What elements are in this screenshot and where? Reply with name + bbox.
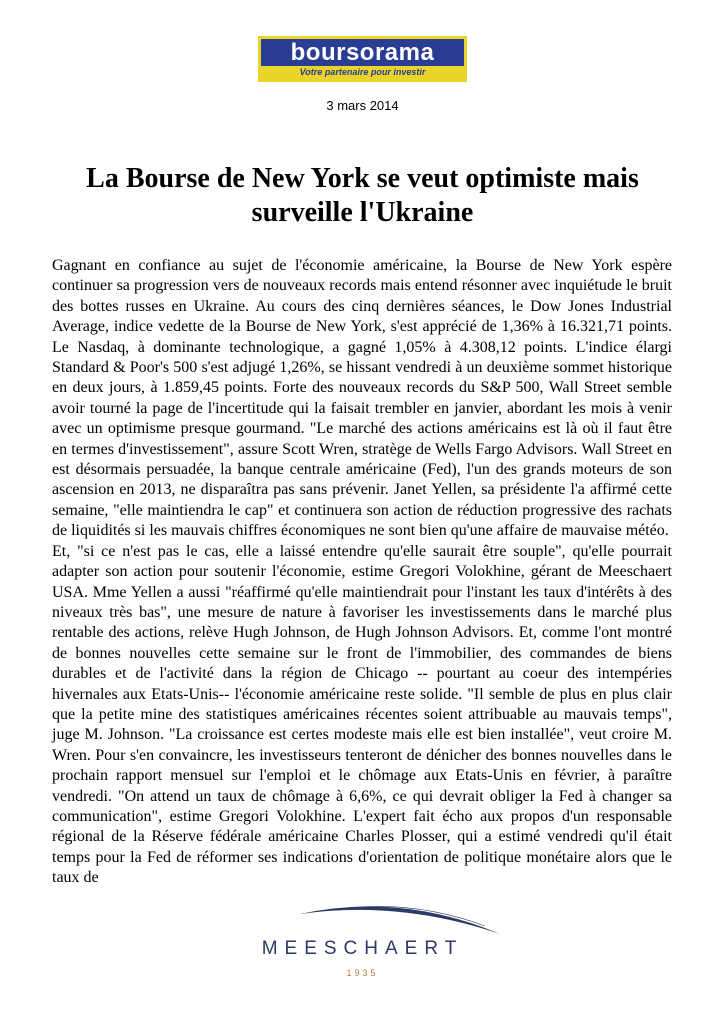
footer-year: 1935 <box>346 968 379 978</box>
article-body <box>52 256 672 889</box>
paragraph: Gagnant en confiance au sujet de l'économie américaine, la Bourse de New York espère continuer sa progression vers de nouveaux records mais entend résonner avec inquiétude le bruit des bottes russes en Ukraine. Au cours des cinq dernières séances, le Dow Jones Industrial Average, indice vedette de la Bourse de New York, s'est apprécié de 1,36% à 16.321,71 points. Le Nasdaq, à dominante technologique, a gagné 1,05% à 4.308,12 points. L'indice élargi Standard & Poor's 500 s'est adjugé 1,26%, se hissant vendredi à un deuxième sommet historique en deux jours, à 1.859,45 points. Forte des nouveaux records du S&P 500, Wall Street semble avoir tourné la page de l'incertitude qui la faisait trembler en janvier, abordant les mois à venir avec un optimisme presque gourmand. "Le marché des actions américains est là où il faut être en termes d'investissement", assure Scott Wren, stratège de Wells Fargo Advisors. Wall Street en est désormais persuadée, la banque centrale américaine (Fed), l'un des grands moteurs de son ascension en 2013, ne disparaîtra pas sans prévenir. Janet Yellen, sa présidente l'a affirmé cette semaine, "elle maintiendra le cap" et continuera son action de réduction progressive des rachats de liquidités si les mauvais chiffres économiques ne sont bien qu'une affaire de mauvaise météo. <box>52 257 672 540</box>
logo-name: boursorama <box>290 39 435 66</box>
article-title: La Bourse de New York se veut optimiste mais surveille l'Ukraine <box>86 163 639 228</box>
paragraph: Et, "si ce n'est pas le cas, elle a laissé entendre qu'elle saurait être souple", qu'elle pourrait adapter son action pour soutenir l'économie, estime Gregori Volokhine, gérant de Meeschaert USA. Mme Yellen a aussi "réaffirmé qu'elle maintiendrait pour l'instant les taux d'intérêts à des niveaux très bas", une mesure de nature à favoriser les investissements dans le marché plus rentable des actions, relève Hugh Johnson, de Hugh Johnson Advisors. Et, comme l'ont montré de bonnes nouvelles cette semaine sur le front de l'immobilier, des commandes de biens durables et de l'activité dans la région de Chicago -- pourtant au coeur des intempéries hivernales aux Etats-Unis-- l'économie américaine reste solide. "Il semble de plus en plus clair que la petite mine des statistiques américaines récentes soient attribuable au mauvais temps", juge M. Johnson. "La croissance est certes modeste mais elle est bien installée", veut croire M. Wren. Pour s'en convaincre, les investisseurs tenteront de dénicher des bonnes nouvelles dans le prochain rapport mensuel sur l'emploi et le chômage aux Etats-Unis en février, à paraître vendredi. "On attend un taux de chômage à 6,6%, ce qui devrait obliger la Fed à changer sa communication", estime Gregori Volokhine. L'expert fait écho aux propos d'un responsable régional de la Réserve fédérale américaine Charles Plosser, qui a estimé vendredi qu'il était temps pour la Fed de réformer ses indications d'orientation de politique monétaire alors que le taux de <box>52 542 672 887</box>
article-date: 3 mars 2014 <box>326 98 399 113</box>
logo-tagline: Votre partenaire pour investir <box>261 66 464 79</box>
footer-brand: MEESCHAERT <box>261 938 464 959</box>
meeschaert-swoosh-icon <box>300 896 500 936</box>
boursorama-logo <box>258 36 467 82</box>
